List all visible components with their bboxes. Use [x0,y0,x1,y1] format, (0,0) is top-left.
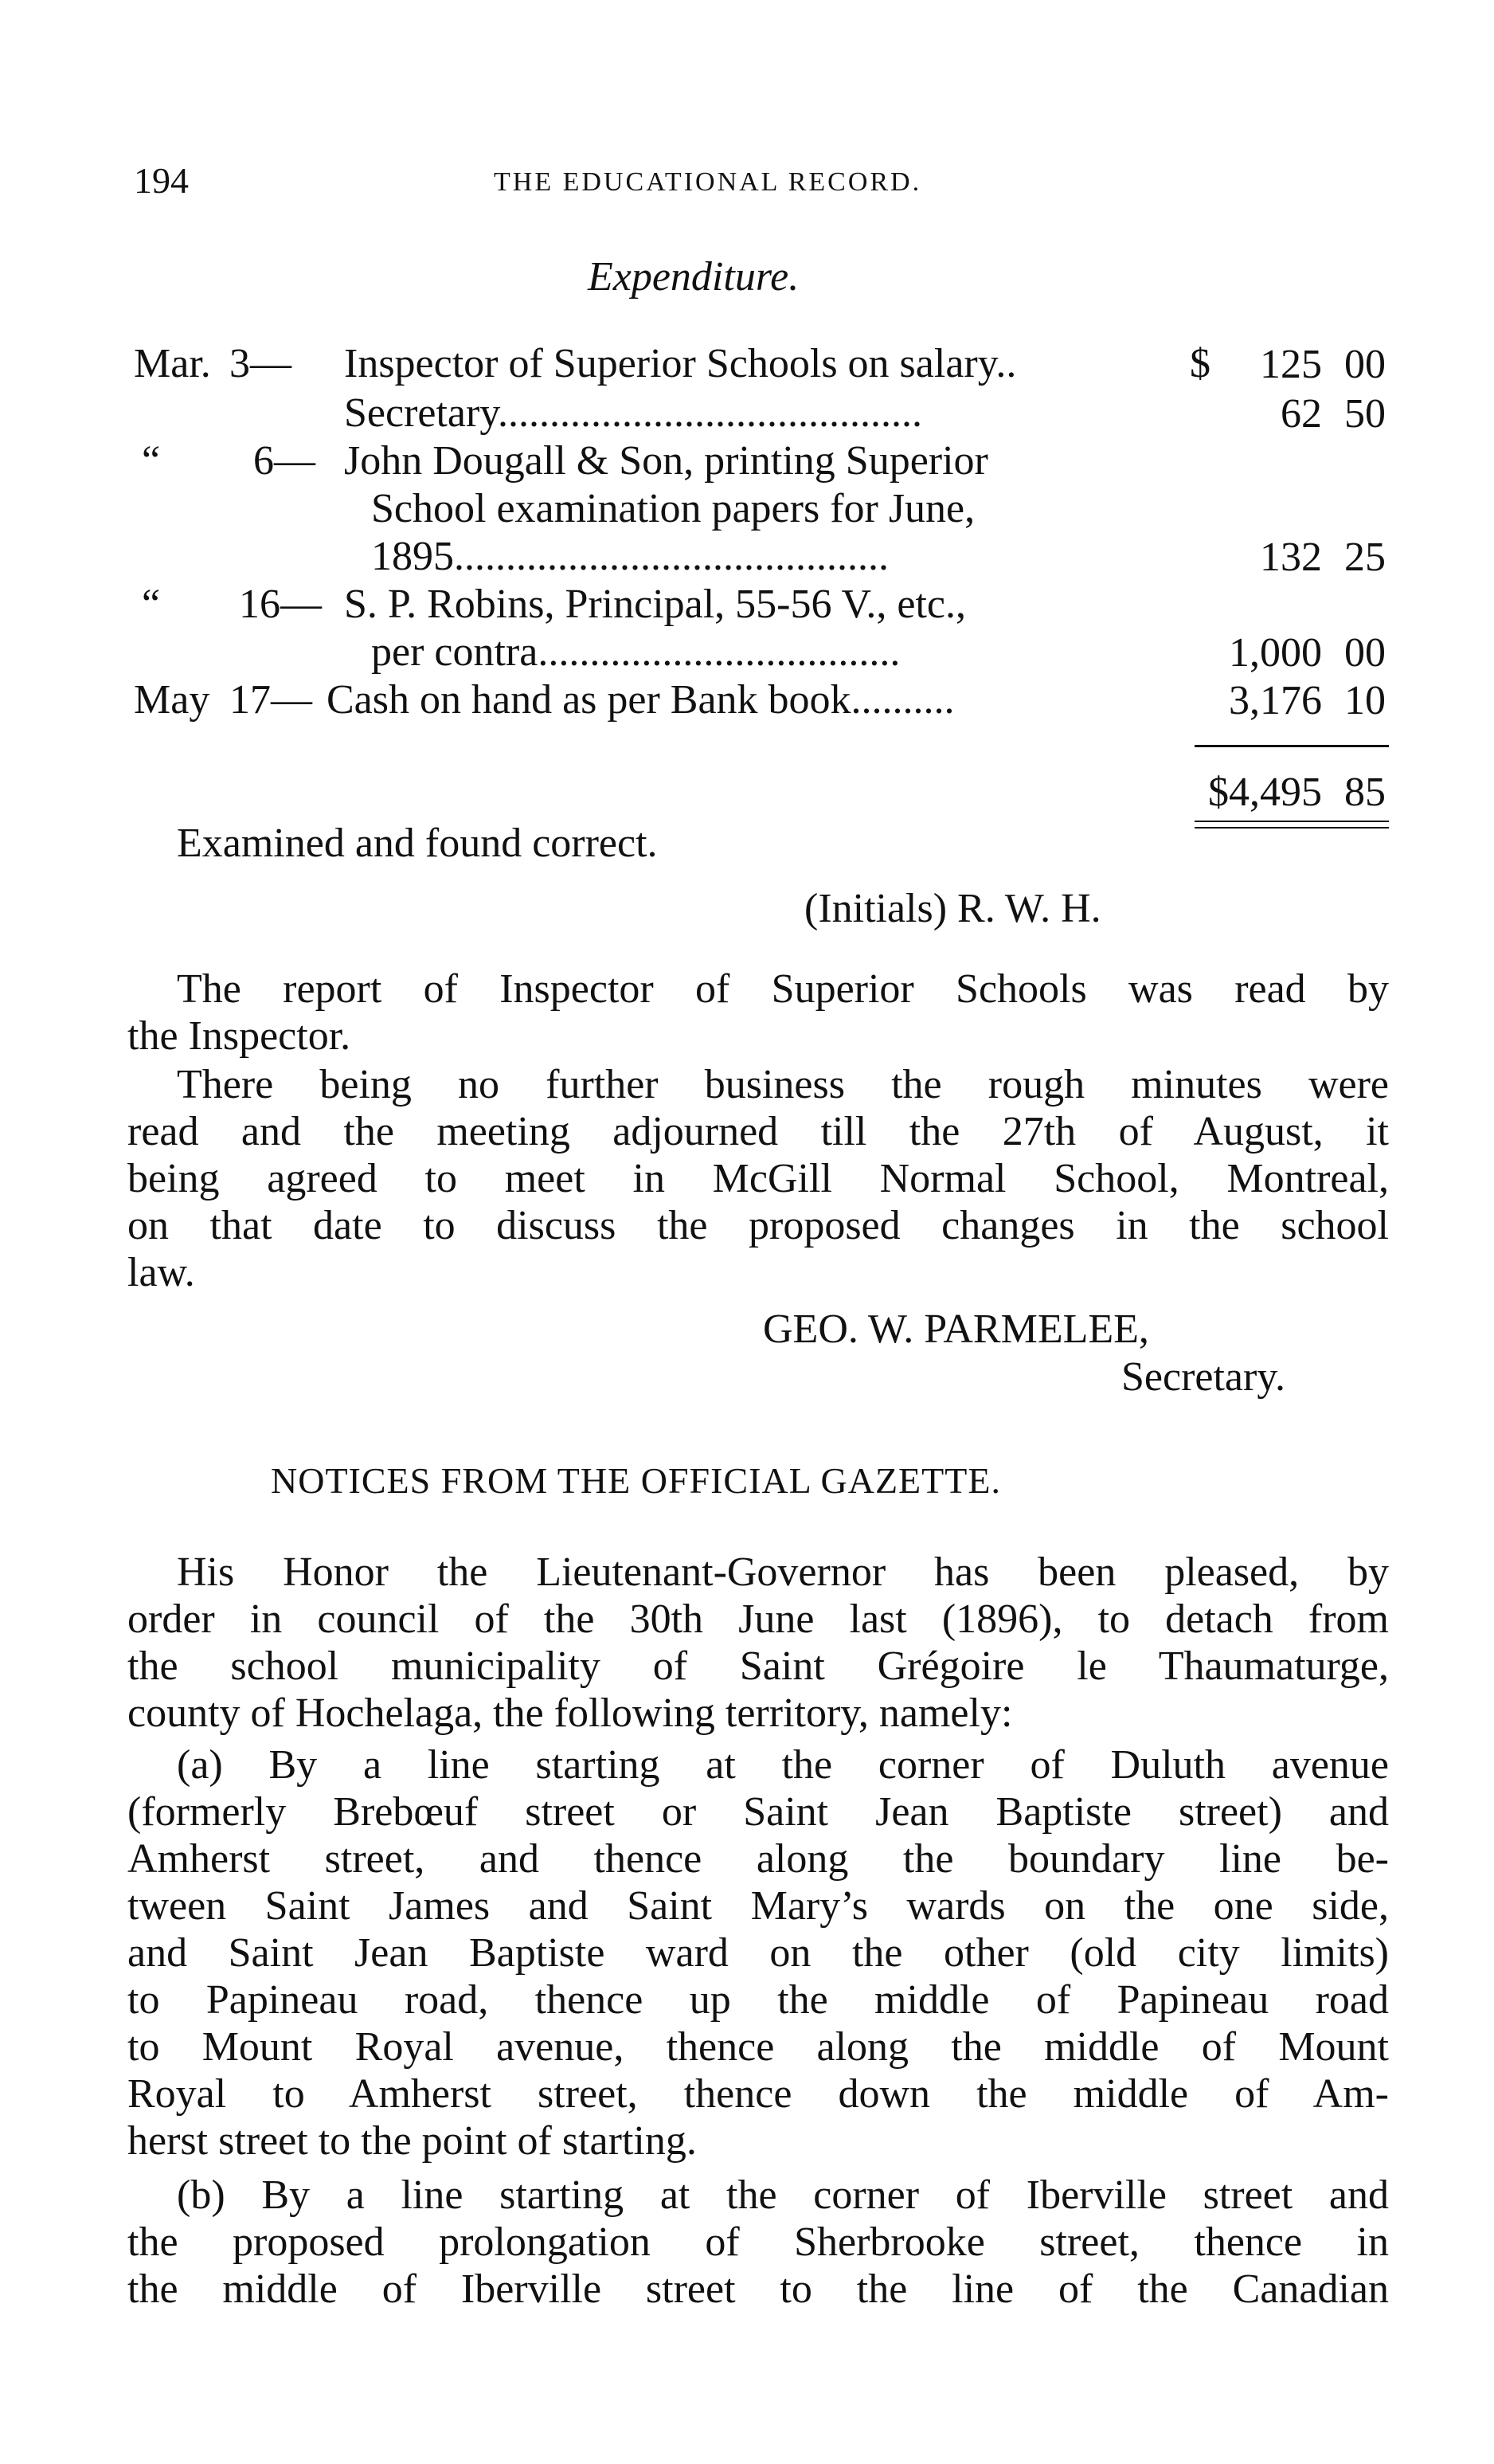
text-line: and Saint Jean Baptiste ward on the other (old city limits) [127,1930,1389,1976]
page-number: 194 [134,160,189,201]
ledger-text: S. P. Robins, Principal, 55-56 V., etc., [344,582,967,627]
running-title: THE EDUCATIONAL RECORD. [494,167,922,197]
text-line: tween Saint James and Saint Mary’s wards on the one side, [127,1883,1389,1929]
text-line: county of Hochelaga, the following territory, namely: [127,1690,1013,1736]
ledger-date: May [134,677,210,723]
text-line: (b) By a line starting at the corner of Iberville street and [177,2172,1389,2218]
notice-intro-paragraph [127,1549,1389,1737]
text-line: His Honor the Lieutenant-Governor has been pleased, by [177,1549,1389,1595]
text-line: the proposed prolongation of Sherbrooke street, thence in [127,2219,1389,2265]
text-line: on that date to discuss the proposed changes in the school [127,1203,1389,1248]
ledger-dollars: 125 [1260,342,1322,387]
report-paragraph [127,966,1389,1060]
expenditure-heading: Expenditure. [588,254,800,300]
examined-note: Examined and found correct. [177,821,658,866]
total-dollars: $4,495 [1208,770,1322,815]
text-line: being agreed to meet in McGill Normal School, Montreal, [127,1156,1389,1201]
ledger-text: 1895.......................................... [371,534,889,579]
total-cents: 85 [1344,770,1386,815]
text-line: herst street to the point of starting. [127,2118,697,2164]
ledger-day: 16— [239,582,322,627]
text-line: the school municipality of Saint Grégoire le Thaumaturge, [127,1643,1389,1689]
ledger-day: 3— [229,341,291,386]
ledger-date: Mar. [134,341,211,386]
ledger-dollars: 132 [1260,535,1322,580]
text-line: law. [127,1250,195,1295]
ledger-dollars: 62 [1281,391,1322,437]
text-line: (a) By a line starting at the corner of Duluth avenue [177,1742,1389,1788]
notice-paragraph-b [127,2172,1389,2313]
total-rule [1195,745,1389,747]
ledger-dollars: 1,000 [1229,630,1322,676]
ledger-dollar-sign: $ [1190,341,1210,386]
ledger-text: Inspector of Superior Schools on salary.. [344,341,1017,386]
text-line: (formerly Brebœuf street or Saint Jean Baptiste street) and [127,1789,1389,1835]
total-double-rule-bottom [1195,827,1389,829]
text-line: There being no further business the rough minutes were [177,1062,1389,1107]
ledger-date: “ [142,582,161,627]
ledger-cents: 00 [1344,342,1386,387]
ledger-cents: 50 [1344,391,1386,437]
ledger-cents: 25 [1344,535,1386,580]
text-line: The report of Inspector of Superior Schools was read by [177,966,1389,1012]
text-line: to Mount Royal avenue, thence along the middle of Mount [127,2024,1389,2070]
text-line: read and the meeting adjourned till the 27th of August, it [127,1109,1389,1154]
notices-heading: NOTICES FROM THE OFFICIAL GAZETTE. [271,1460,1001,1501]
text-line: order in council of the 30th June last (1896), to detach from [127,1596,1389,1642]
ledger-day: 17— [229,677,312,723]
ledger-cents: 10 [1344,678,1386,723]
initials-line: (Initials) R. W. H. [804,886,1101,931]
ledger-cents: 00 [1344,630,1386,676]
ledger-date: “ [142,438,161,484]
adjournment-paragraph [127,1061,1389,1296]
ledger-text: Secretary......................................... [344,390,922,436]
ledger-text: School examination papers for June, [371,486,976,531]
notice-paragraph-a [127,1741,1389,2164]
ledger-day: 6— [253,438,315,484]
text-line: Amherst street, and thence along the boundary line be- [127,1836,1389,1882]
signature-name: GEO. W. PARMELEE, [763,1306,1149,1352]
ledger-text: Cash on hand as per Bank book.......... [327,677,955,723]
text-line: Royal to Amherst street, thence down the middle of Am- [127,2071,1389,2117]
ledger-dollars: 3,176 [1229,678,1322,723]
text-line: to Papineau road, thence up the middle of Papineau road [127,1977,1389,2023]
signature-title: Secretary. [1121,1354,1285,1400]
total-double-rule-top [1195,821,1389,822]
text-line: the middle of Iberville street to the line of the Canadian [127,2266,1389,2312]
text-line: the Inspector. [127,1013,351,1059]
ledger-text: per contra................................... [371,629,901,675]
ledger-text: John Dougall & Son, printing Superior [344,438,988,484]
